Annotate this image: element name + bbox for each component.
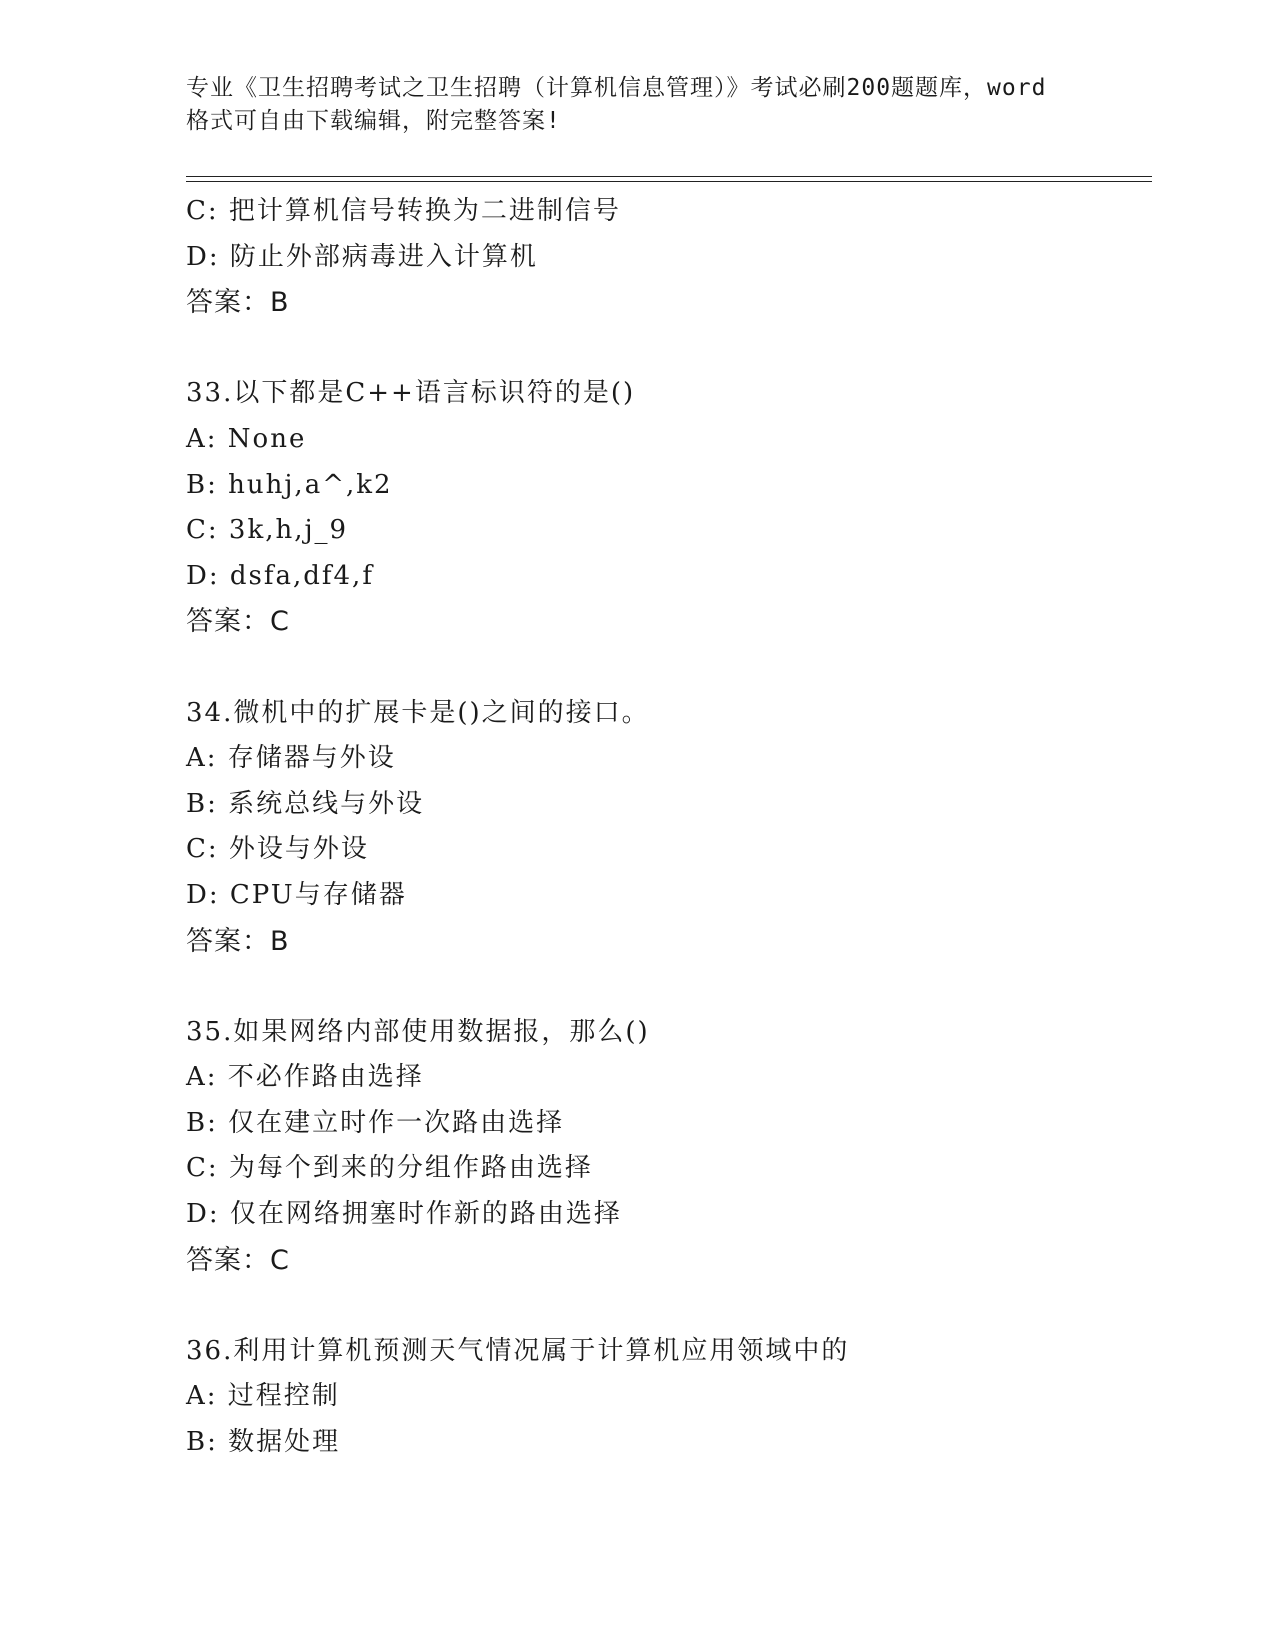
question-36 — [186, 1329, 1146, 1466]
option-a: A: 过程控制 — [186, 1381, 340, 1412]
question-33 — [186, 371, 1146, 645]
option-c: C: 外设与外设 — [186, 834, 369, 865]
question-stem: 34.微机中的扩展卡是()之间的接口。 — [186, 697, 650, 728]
question-32-continued — [186, 189, 1146, 326]
option-b: B: 系统总线与外设 — [186, 788, 425, 819]
header-divider-top — [186, 176, 1152, 177]
header-title-line-1: 专业《卫生招聘考试之卫生招聘（计算机信息管理）》考试必刷200题题库，word — [186, 75, 1047, 101]
header-title-line-2: 格式可自由下载编辑，附完整答案! — [186, 108, 561, 134]
question-stem: 35.如果网络内部使用数据报，那么() — [186, 1016, 650, 1047]
option-b: B: 仅在建立时作一次路由选择 — [186, 1107, 565, 1138]
option-d: D: 防止外部病毒进入计算机 — [186, 241, 538, 272]
option-b: B: huhj,a^,k2 — [186, 469, 393, 500]
header-divider-bottom — [186, 181, 1152, 182]
question-list — [186, 189, 1146, 1466]
question-35 — [186, 1010, 1146, 1284]
option-b: B: 数据处理 — [186, 1427, 341, 1458]
option-d: D: dsfa,df4,f — [186, 560, 374, 591]
option-c: C: 为每个到来的分组作路由选择 — [186, 1153, 593, 1184]
option-c: C: 把计算机信号转换为二进制信号 — [186, 196, 621, 226]
option-a: A: 不必作路由选择 — [186, 1062, 424, 1093]
option-a: A: 存储器与外设 — [186, 743, 396, 774]
answer: 答案：B — [186, 925, 290, 957]
question-stem: 36.利用计算机预测天气情况属于计算机应用领域中的 — [186, 1335, 850, 1366]
answer: 答案：B — [186, 287, 290, 319]
document-header — [186, 72, 1086, 138]
option-d: D: 仅在网络拥塞时作新的路由选择 — [186, 1199, 622, 1230]
question-stem: 33.以下都是C++语言标识符的是() — [186, 378, 636, 409]
option-c: C: 3k,h,j_9 — [186, 515, 349, 546]
answer: 答案：C — [186, 1244, 290, 1276]
option-d: D: CPU与存储器 — [186, 879, 407, 910]
question-34 — [186, 691, 1146, 965]
option-a: A: None — [186, 423, 307, 454]
answer: 答案：C — [186, 606, 290, 638]
